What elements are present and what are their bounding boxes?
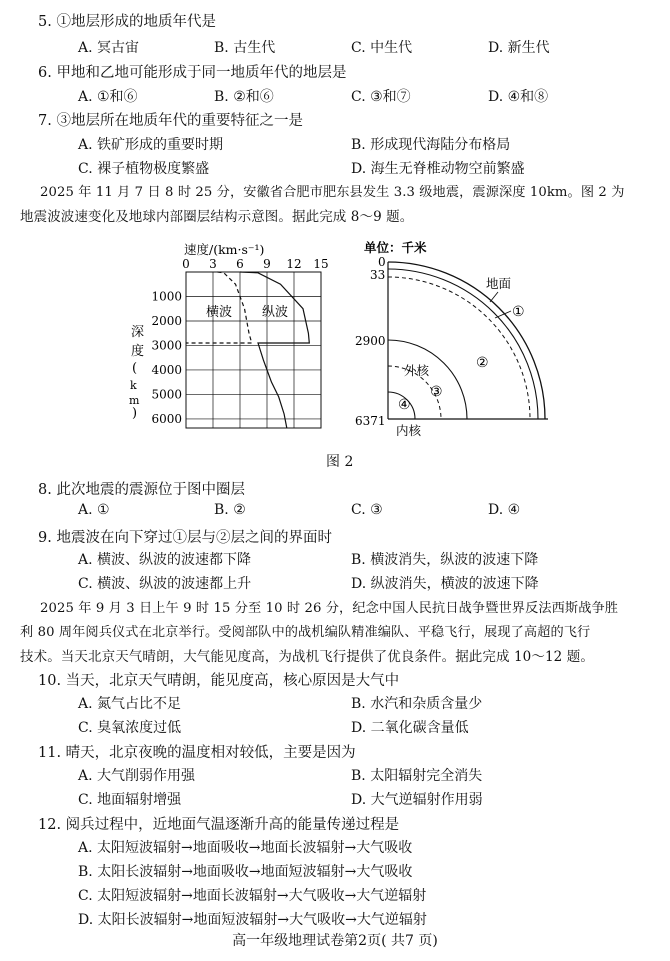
- velocity-chart: [129, 242, 329, 428]
- layer-marker-3: ③: [430, 384, 443, 400]
- question-12-option-c[interactable]: C. 太阳短波辐射→地面长波辐射→大气吸收→大气逆辐射: [78, 888, 427, 904]
- chart-x-axis-title: 速度/(km·s⁻¹): [184, 242, 265, 257]
- question-8-option-b[interactable]: B. ②: [214, 502, 246, 518]
- y-tick-label: 6000: [151, 411, 182, 426]
- question-11-stem: 11. 晴天，北京夜晚的温度相对较低，主要是因为: [38, 745, 356, 761]
- chart-y-axis-title: [129, 325, 144, 421]
- question-9-option-b[interactable]: B. 横波消失，纵波的波速下降: [351, 552, 539, 568]
- x-tick-label: 0: [182, 257, 190, 271]
- question-12-option-b[interactable]: B. 太阳长波辐射→地面吸收→地面短波辐射→大气吸收: [78, 864, 413, 880]
- chart-frame: [186, 272, 321, 428]
- intro-8-9-line2: 地震波波速变化及地球内部圈层结构示意图。据此完成 8～9 题。: [20, 209, 414, 225]
- question-9-option-c[interactable]: C. 横波、纵波的波速都上升: [78, 576, 252, 592]
- question-8-option-c[interactable]: C. ③: [351, 502, 383, 518]
- surface-label: 地面: [486, 276, 512, 291]
- depth-label-0: 0: [378, 255, 386, 269]
- question-7-option-b[interactable]: B. 形成现代海陆分布格局: [351, 137, 511, 153]
- figure-caption: 图 2: [326, 454, 354, 470]
- question-11-option-b[interactable]: B. 太阳辐射完全消失: [351, 768, 483, 784]
- question-6-option-c[interactable]: C. ③和⑦: [351, 89, 411, 105]
- question-10-option-c[interactable]: C. 臭氧浓度过低: [78, 720, 182, 736]
- question-12-stem: 12. 阅兵过程中，近地面气温逐渐升高的能量传递过程是: [38, 817, 400, 833]
- s-wave-label: 横波: [206, 305, 233, 320]
- question-9-option-a[interactable]: A. 横波、纵波的波速都下降: [78, 552, 252, 568]
- question-5-option-d[interactable]: D. 新生代: [488, 40, 550, 56]
- outer-core-label: 外核: [404, 363, 430, 378]
- figure-2: [120, 232, 560, 447]
- x-tick-label: 9: [263, 257, 271, 271]
- question-7-option-d[interactable]: D. 海生无脊椎动物空前繁盛: [351, 161, 525, 177]
- y-tick-label: 3000: [151, 338, 182, 353]
- question-7-option-a[interactable]: A. 铁矿形成的重要时期: [78, 137, 224, 153]
- question-7-stem: 7. ③地层所在地质年代的重要特征之一是: [38, 113, 303, 129]
- x-tick-label: 15: [313, 257, 329, 271]
- intro-10-12-line3: 技术。当天北京天气晴朗，大气能见度高，为战机飞行提供了优良条件。据此完成 10～12 题。: [20, 649, 594, 665]
- y-tick-label: 2000: [151, 313, 182, 328]
- x-tick-label: 3: [209, 257, 217, 271]
- question-7-option-c[interactable]: C. 裸子植物极度繁盛: [78, 161, 210, 177]
- question-12-option-d[interactable]: D. 太阳长波辐射→地面短波辐射→大气吸收→大气逆辐射: [78, 912, 427, 928]
- question-6-option-a[interactable]: A. ①和⑥: [78, 89, 138, 105]
- surface-leader-line: [490, 292, 498, 302]
- question-10-option-b[interactable]: B. 水汽和杂质含量少: [351, 696, 483, 712]
- y-title-char-3: (: [132, 361, 138, 376]
- x-tick-label: 6: [236, 257, 244, 271]
- y-title-char-1: 深: [131, 325, 145, 340]
- question-5-option-b[interactable]: B. 古生代: [214, 40, 276, 56]
- layer-marker-4: ④: [398, 397, 411, 413]
- intro-10-12-line2: 利 80 周年阅兵仪式在北京举行。受阅部队中的战机编队精准编队、平稳飞行，展现了高超的飞行: [20, 625, 591, 640]
- unit-label: 单位：千米: [364, 240, 427, 255]
- intro-10-12-line1: 2025 年 9 月 3 日上午 9 时 15 分至 10 时 26 分，纪念中国人民抗日战争暨世界反法西斯战争胜: [40, 601, 619, 616]
- question-5-stem: 5. ①地层形成的地质年代是: [38, 14, 216, 30]
- question-8-stem: 8. 此次地震的震源位于图中圈层: [38, 482, 245, 498]
- question-5-option-c[interactable]: C. 中生代: [351, 40, 413, 56]
- inner-core-label: 内核: [396, 423, 422, 438]
- question-8-option-a[interactable]: A. ①: [78, 502, 110, 518]
- question-10-option-d[interactable]: D. 二氧化碳含量低: [351, 720, 469, 736]
- earth-structure-diagram: [355, 240, 548, 438]
- p-wave-curve: [240, 272, 309, 428]
- question-6-option-b[interactable]: B. ②和⑥: [214, 89, 274, 105]
- question-10-option-a[interactable]: A. 氮气占比不足: [78, 696, 182, 712]
- y-title-char-2: 度: [131, 344, 145, 359]
- question-11-option-a[interactable]: A. 大气削弱作用强: [78, 768, 196, 784]
- question-11-option-c[interactable]: C. 地面辐射增强: [78, 792, 182, 808]
- question-6-stem: 6. 甲地和乙地可能形成于同一地质年代的地层是: [38, 65, 347, 81]
- y-title-char-6: ): [132, 406, 138, 421]
- page-footer: 高一年级地理试卷第2页( 共7 页): [232, 933, 438, 949]
- question-10-stem: 10. 当天，北京天气晴朗，能见度高，核心原因是大气中: [38, 673, 400, 689]
- question-11-option-d[interactable]: D. 大气逆辐射作用弱: [351, 792, 483, 808]
- x-tick-label: 12: [286, 257, 302, 271]
- layer-marker-2: ②: [476, 355, 489, 371]
- p-wave-label: 纵波: [262, 305, 289, 320]
- layer-marker-1: ①: [512, 304, 525, 320]
- y-title-char-5: m: [129, 394, 140, 407]
- y-tick-label: 1000: [151, 289, 182, 304]
- question-5-option-a[interactable]: A. 冥古宙: [78, 40, 140, 56]
- question-8-option-d[interactable]: D. ④: [488, 502, 521, 518]
- y-tick-label: 5000: [151, 387, 182, 402]
- depth-label-33: 33: [370, 268, 386, 282]
- depth-label-6371: 6371: [355, 414, 386, 428]
- question-12-option-a[interactable]: A. 太阳短波辐射→地面吸收→地面长波辐射→大气吸收: [78, 840, 413, 856]
- depth-label-2900: 2900: [355, 334, 386, 348]
- question-6-option-d[interactable]: D. ④和⑧: [488, 89, 549, 105]
- earth-surface-arc: [388, 262, 545, 419]
- y-tick-label: 4000: [151, 362, 182, 377]
- question-9-stem: 9. 地震波在向下穿过①层与②层之间的界面时: [38, 530, 332, 546]
- intro-8-9-line1: 2025 年 11 月 7 日 8 时 25 分，安徽省合肥市肥东县发生 3.3 级地震，震源深度 10km。图 2 为: [40, 185, 625, 200]
- question-9-option-d[interactable]: D. 纵波消失，横波的波速下降: [351, 576, 539, 592]
- y-title-char-4: k: [130, 379, 137, 392]
